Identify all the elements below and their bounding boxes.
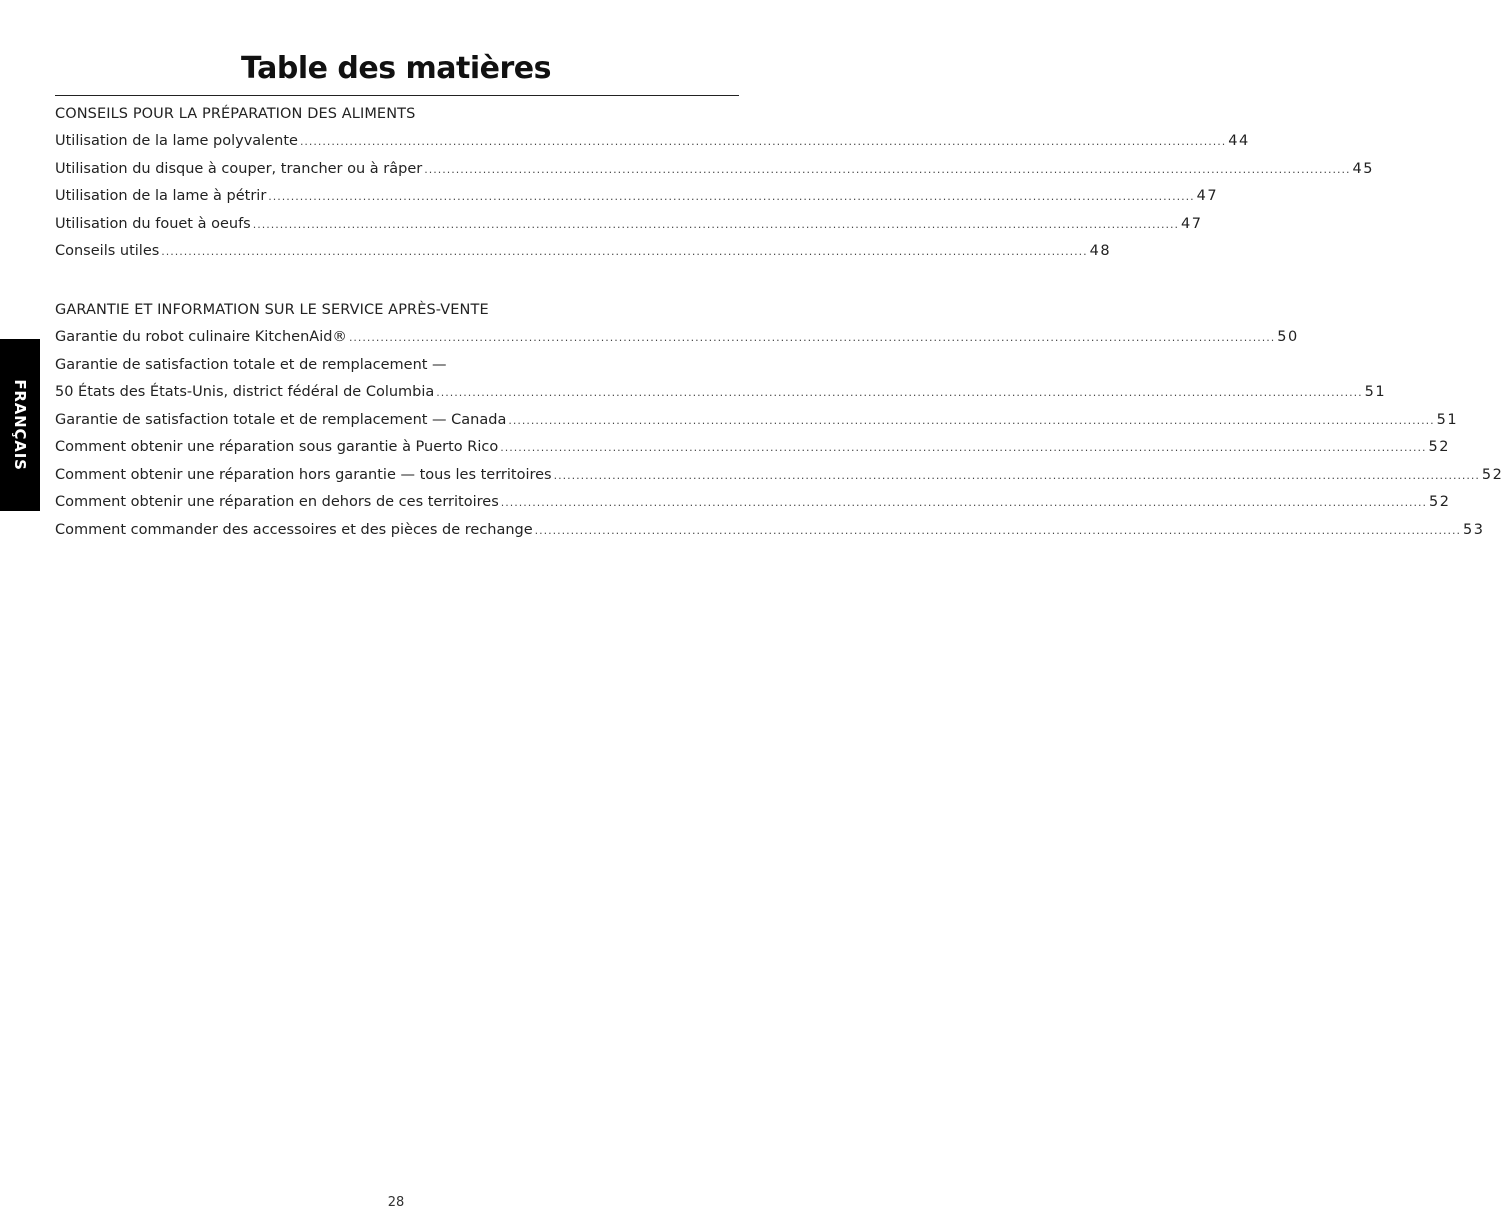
toc-entry-text: Garantie du robot culinaire KitchenAid®	[55, 329, 347, 345]
toc-entry-text: Comment commander des accessoires et des pièces de rechange	[55, 521, 533, 538]
toc-entry-page: 48	[1089, 243, 1112, 259]
toc-entry-text: Comment obtenir une réparation hors garantie — tous les territoires	[55, 466, 552, 483]
toc-entry[interactable]	[55, 352, 1387, 407]
toc-leader-dots: ..............................................................................................................................................................................................................	[553, 468, 1480, 482]
toc-entry[interactable]	[55, 489, 1451, 517]
toc-entry[interactable]	[55, 407, 1459, 435]
toc-entry-page: 52	[1428, 439, 1450, 455]
toc-leader-dots: ..............................................................................................................................................................................................................	[508, 413, 1435, 427]
language-tab-label: FRANÇAIS	[11, 379, 29, 471]
toc-leader-dots: ..............................................................................................................................................................................................................	[534, 523, 1461, 537]
toc-entry-text: Conseils utiles	[55, 243, 160, 259]
toc-entry[interactable]	[55, 238, 1112, 266]
toc-entry-page: 51	[1364, 384, 1387, 400]
toc-entry[interactable]	[55, 128, 1250, 156]
toc-entry[interactable]	[55, 156, 1374, 184]
toc-entry-page: 51	[1436, 411, 1459, 428]
section-heading: CONSEILS POUR LA PRÉPARATION DES ALIMENTS	[55, 106, 416, 122]
toc-leader-dots: ..............................................................................................................................................................................................................	[161, 245, 1088, 258]
toc-entry-page: 52	[1481, 466, 1503, 483]
page-title: Table des matières	[241, 51, 551, 86]
toc-entry-page: 44	[1228, 133, 1250, 149]
toc-entry-page: 47	[1181, 215, 1203, 232]
toc-leader-dots: ..............................................................................................................................................................................................................	[252, 217, 1180, 231]
toc-entry-page: 47	[1196, 188, 1219, 204]
toc-leader-dots: ..............................................................................................................................................................................................................	[348, 331, 1276, 344]
toc-entry[interactable]	[55, 462, 1503, 490]
toc-leader-dots: ..............................................................................................................................................................................................................	[268, 190, 1195, 203]
toc-entry-text: 50 États des États-Unis, district fédéral de Columbia	[55, 384, 435, 400]
toc-leader-dots: ..............................................................................................................................................................................................................	[424, 162, 1351, 176]
toc-entry-page: 45	[1352, 160, 1374, 177]
toc-entry-text: Garantie de satisfaction totale et de remplacement — Canada	[55, 411, 507, 428]
section-heading: GARANTIE ET INFORMATION SUR LE SERVICE APRÈS-VENTE	[55, 302, 489, 318]
page-number: 28	[387, 1195, 405, 1210]
toc-section-warranty	[55, 296, 1503, 544]
toc-entry[interactable]	[55, 517, 1485, 545]
toc-entry[interactable]	[55, 324, 1299, 352]
toc-entry-page: 52	[1429, 494, 1451, 510]
toc-entry-page: 53	[1462, 521, 1485, 538]
toc-entry-text: Utilisation de la lame à pétrir	[55, 188, 267, 204]
toc-leader-dots: ..............................................................................................................................................................................................................	[299, 135, 1227, 148]
toc-entry-text: Utilisation du disque à couper, trancher ou à râper	[55, 160, 423, 177]
toc-entry[interactable]	[55, 211, 1203, 239]
toc-entry[interactable]	[55, 183, 1219, 211]
title-divider	[55, 95, 739, 96]
toc-leader-dots: ..............................................................................................................................................................................................................	[500, 441, 1427, 454]
toc-entry-text-line1: Garantie de satisfaction totale et de remplacement —	[55, 356, 447, 373]
toc-entry-text: Comment obtenir une réparation sous garantie à Puerto Rico	[55, 439, 499, 455]
language-side-tab	[0, 339, 40, 511]
toc-entry-page: 50	[1277, 329, 1299, 345]
toc-entry-text: Utilisation de la lame polyvalente	[55, 133, 298, 149]
toc-entry-text: Comment obtenir une réparation en dehors de ces territoires	[55, 494, 499, 510]
toc-leader-dots: ..............................................................................................................................................................................................................	[500, 496, 1428, 509]
toc-entry[interactable]	[55, 434, 1450, 462]
toc-section-food-prep	[55, 100, 1374, 266]
toc-leader-dots: ..............................................................................................................................................................................................................	[436, 386, 1363, 399]
toc-entry-text: Utilisation du fouet à oeufs	[55, 215, 251, 232]
